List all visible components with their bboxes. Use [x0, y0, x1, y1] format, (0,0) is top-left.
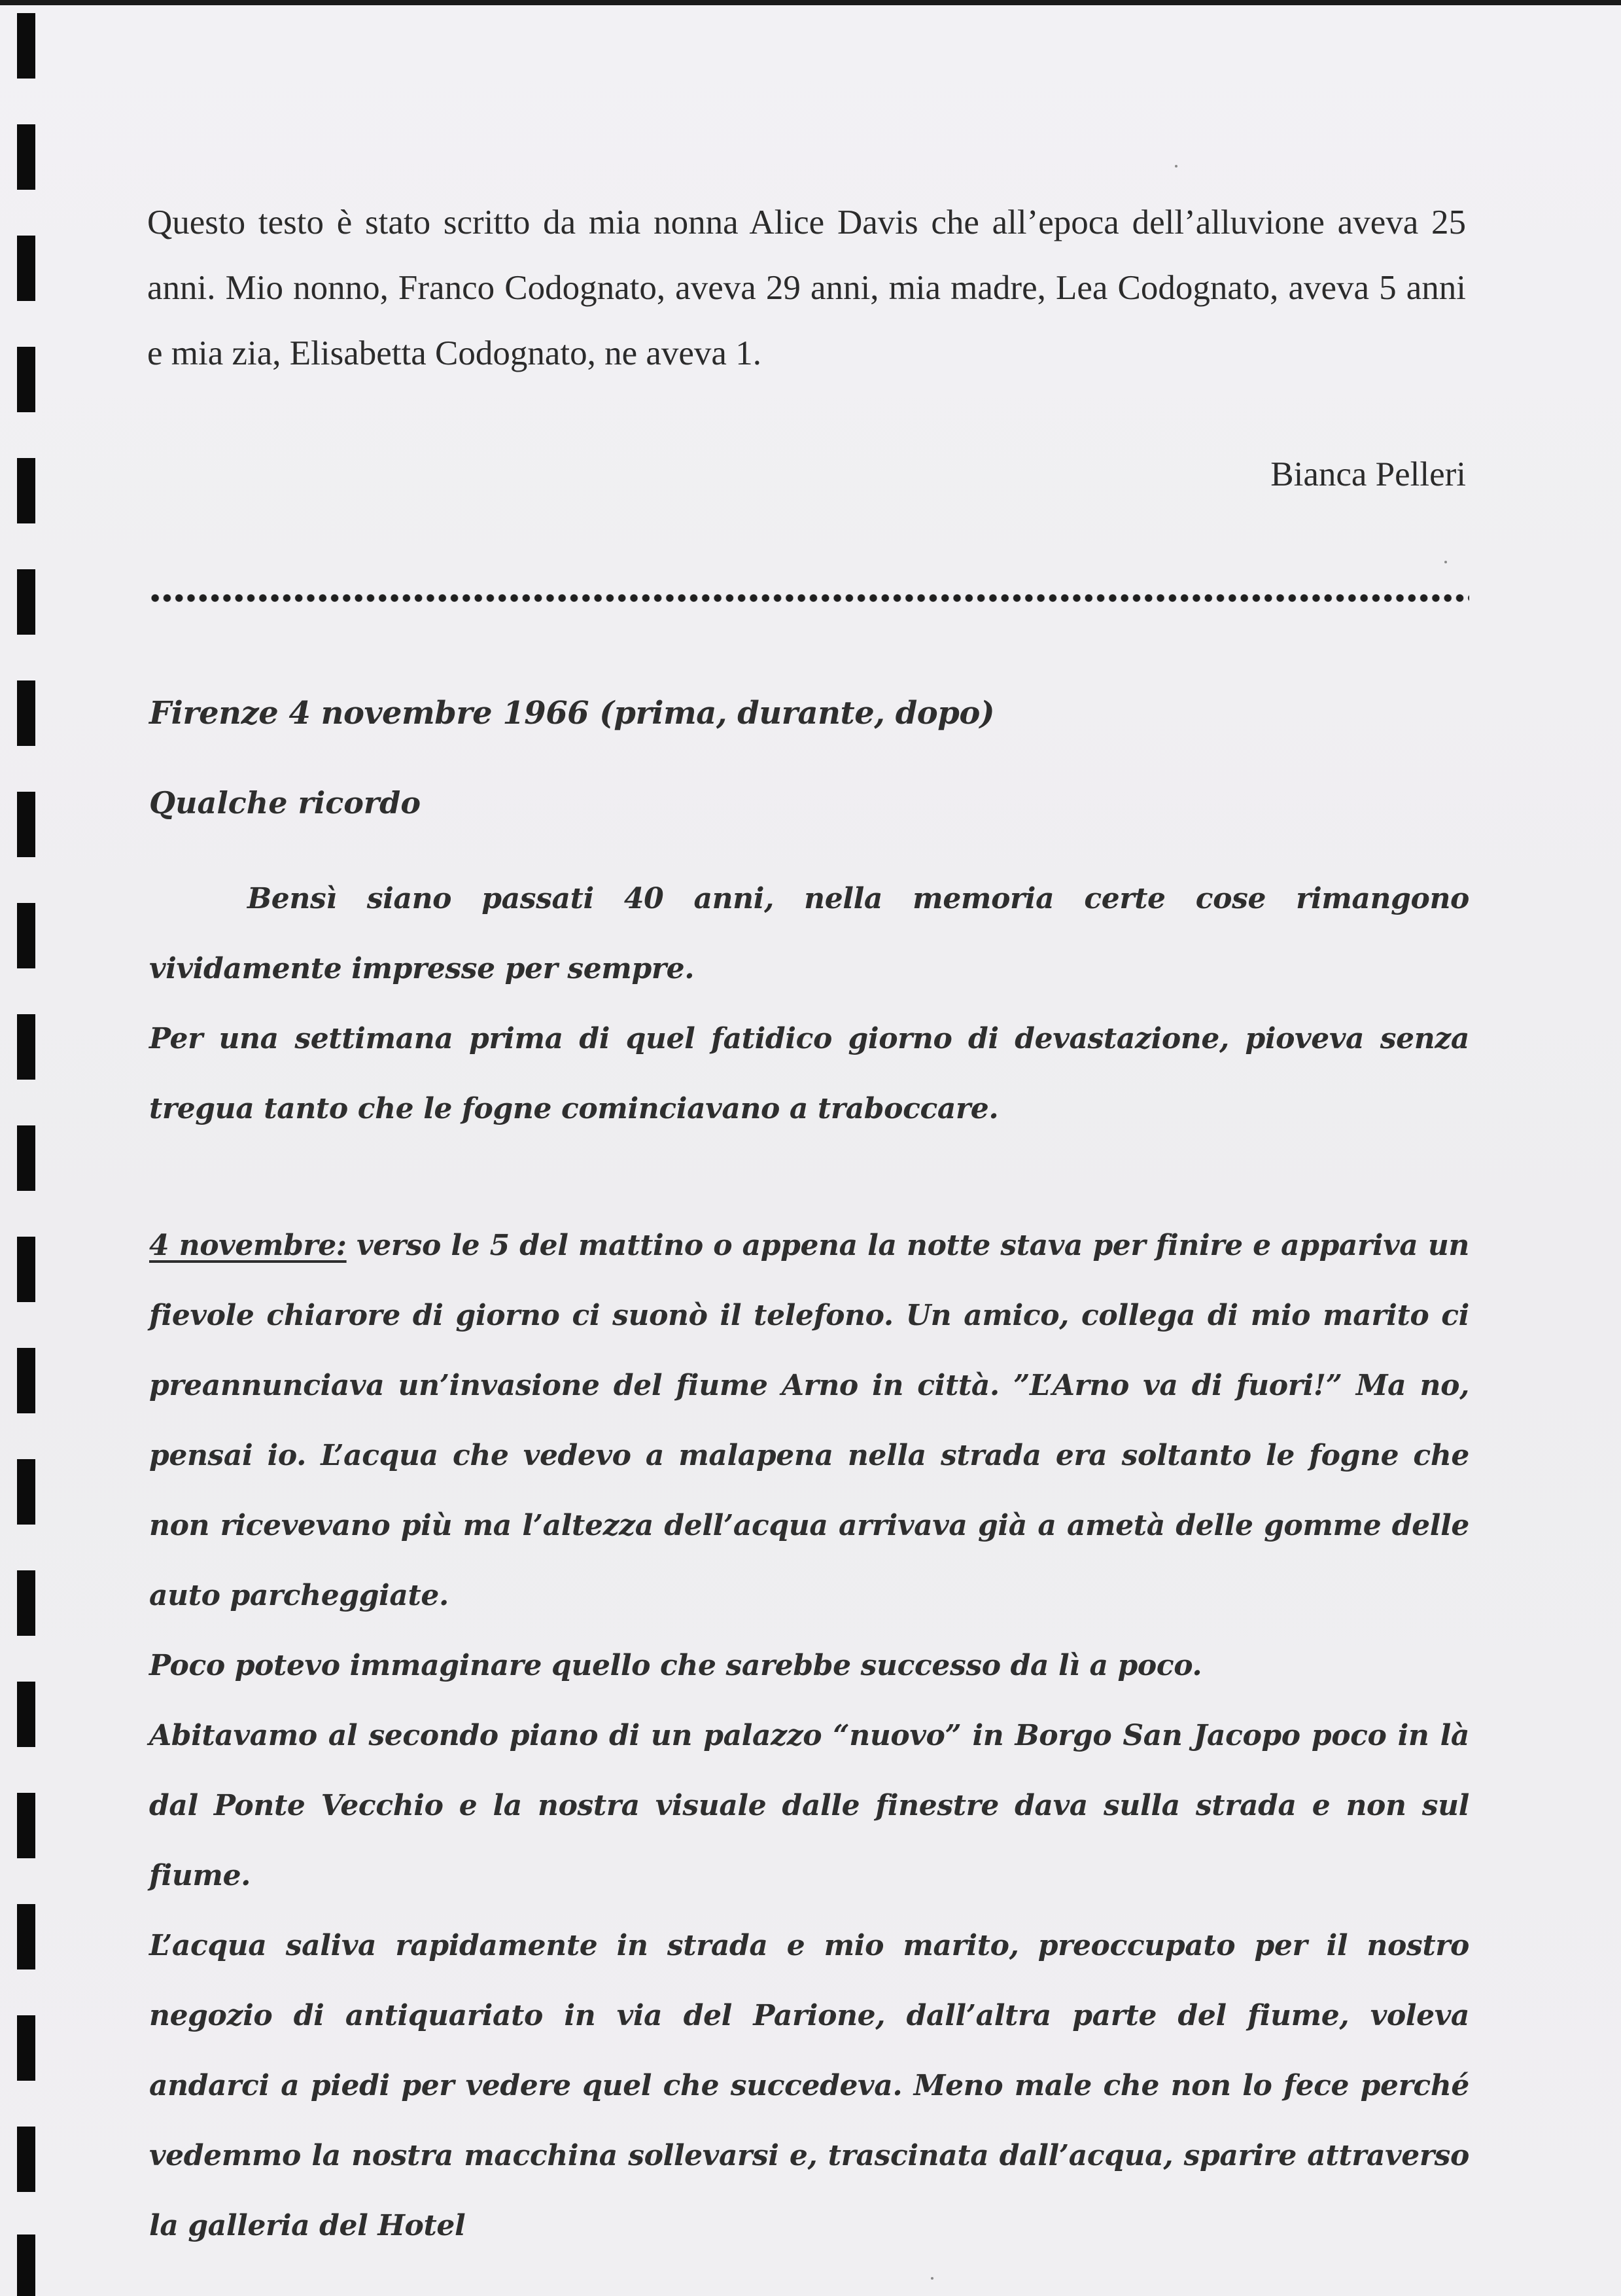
punch-hole	[17, 1904, 35, 1969]
intro-signature: Bianca Pelleri	[1270, 455, 1466, 493]
punch-hole	[17, 2234, 35, 2296]
punch-hole	[17, 458, 35, 523]
punch-hole	[17, 1125, 35, 1191]
paper-speck	[931, 2277, 933, 2280]
punch-hole	[17, 792, 35, 857]
letter-paragraph: Per una settimana prima di quel fatidico giorno di devastazione, pioveva senza tregua tanto che le fogne cominciavano a traboccare.	[149, 1022, 1469, 1125]
punch-hole	[17, 1682, 35, 1747]
paper-speck	[1444, 561, 1447, 563]
section-date-label: 4 novembre:	[149, 1229, 347, 1262]
letter-november-section	[149, 1210, 1469, 2261]
dotted-separator	[149, 593, 1469, 603]
punch-hole	[17, 236, 35, 301]
punch-hole	[17, 903, 35, 968]
punch-hole	[17, 1459, 35, 1525]
letter-paragraph: Bensì siano passati 40 anni, nella memoria certe cose rimangono vividamente impresse per sempre.	[149, 882, 1469, 985]
punch-hole	[17, 124, 35, 190]
paper-speck	[1175, 165, 1177, 168]
letter-subtitle: Qualche ricordo	[149, 785, 421, 821]
intro-paragraph: Questo testo è stato scritto da mia nonna Alice Davis che all’epoca dell’alluvione aveva 25 anni. Mio nonno, Franco Codognato, aveva 29 anni, mia madre, Lea Codognato, aveva 5 anni e mia zia, Elisabetta Codognato, ne aveva 1.	[147, 203, 1466, 372]
punch-hole	[17, 2015, 35, 2081]
punch-hole	[17, 1570, 35, 1636]
letter-paragraph: L’acqua saliva rapidamente in strada e mio marito, preoccupato per il nostro negozio di antiquariato in via del Parione, dall’altra parte del fiume, voleva andarci a piedi per vedere quel che succedeva. Meno male che non lo fece perché vedemmo la nostra macchina sollevarsi e, trascinata dall’acqua, sparire attraverso la galleria del Hotel	[149, 1929, 1469, 2242]
punch-hole	[17, 1237, 35, 1302]
punch-hole	[17, 13, 35, 79]
binding-punch-holes	[17, 0, 37, 2296]
punch-hole	[17, 680, 35, 746]
punch-hole	[17, 2127, 35, 2192]
scan-top-edge	[0, 0, 1621, 5]
letter-date-title: Firenze 4 novembre 1966 (prima, durante, dopo)	[149, 695, 995, 732]
punch-hole	[17, 347, 35, 412]
letter-paragraph: Poco potevo immaginare quello che sarebbe successo da lì a poco.	[149, 1649, 1202, 1682]
punch-hole	[17, 569, 35, 635]
punch-hole	[17, 1014, 35, 1080]
letter-paragraph: verso le 5 del mattino o appena la notte stava per finire e appariva un fievole chiarore di giorno ci suonò il telefono. Un amico, collega di mio marito ci preannunciava un’invasione del fiume Arno in città. ”L’Arno va di fuori!” Ma no, pensai io. L’acqua che vedevo a malapena nella strada era soltanto le fogne che non ricevevano più ma l’altezza dell’acqua arrivava già a ametà delle gomme delle auto parcheggiate.	[149, 1229, 1469, 1612]
punch-hole	[17, 1793, 35, 1858]
letter-opening	[149, 864, 1469, 1144]
letter-paragraph: Abitavamo al secondo piano di un palazzo “nuovo” in Borgo San Jacopo poco in là dal Ponte Vecchio e la nostra visuale dalle finestre dava sulla strada e non sul fiume.	[149, 1719, 1469, 1892]
punch-hole	[17, 1348, 35, 1413]
